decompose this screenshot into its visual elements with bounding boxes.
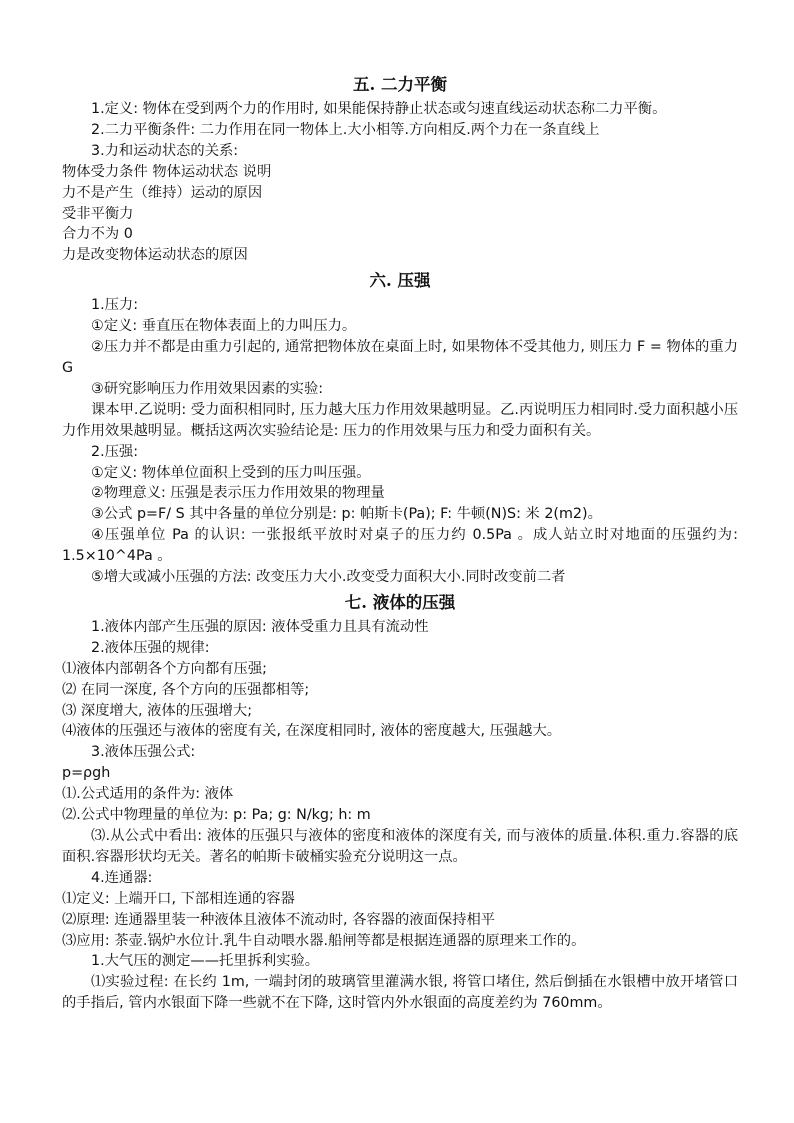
paragraph-line: ④压强单位 Pa 的认识: 一张报纸平放时对桌子的压力约 0.5Pa 。成人站立时对地面的压强约为: 1.5×10^4Pa 。 <box>62 527 743 565</box>
paragraph-line: ⑶ 深度增大, 液体的压强增大; <box>62 702 253 719</box>
paragraph-line: ⑴定义: 上端开口, 下部相连通的容器 <box>62 890 295 907</box>
paragraph-line: 4.连通器: <box>91 869 153 886</box>
paragraph-line: 受非平衡力 <box>62 205 134 222</box>
paragraph-line: ①定义: 垂直压在物体表面上的力叫压力。 <box>91 318 357 335</box>
paragraph-line: ②压力并不都是由重力引起的, 通常把物体放在桌面上时, 如果物体不受其他力, 则压力 F = 物体的重力 G <box>62 339 743 376</box>
section-heading: 七. 液体的压强 <box>344 592 456 612</box>
paragraph-line: ③研究影响压力作用效果因素的实验: <box>91 380 324 397</box>
section-heading: 五. 二力平衡 <box>353 75 447 94</box>
paragraph-line: p=ρgh <box>62 765 111 782</box>
paragraph-line: ⑷液体的压强还与液体的密度有关, 在深度相同时, 液体的密度越大, 压强越大。 <box>62 723 562 740</box>
paragraph-line: 合力不为 0 <box>62 226 133 243</box>
document-body <box>62 70 743 1014</box>
paragraph-line: 课本甲.乙说明: 受力面积相同时, 压力越大压力作用效果越明显。乙.丙说明压力相同时.受力面积越小压力作用效果越明显。概括这两次实验结论是: 压力的作用效果与压力和受力面积有关。 <box>62 401 738 439</box>
paragraph-line: ⑤增大或减小压强的方法: 改变压力大小.改变受力面积大小.同时改变前二者 <box>91 569 566 586</box>
paragraph-line: 3.力和运动状态的关系: <box>91 142 239 159</box>
paragraph-line: ⑴实验过程: 在长约 1m, 一端封闭的玻璃管里灌满水银, 将管口堵住, 然后倒插在水银槽中放开堵管口的手指后, 管内水银面下降一些就不在下降, 这时管内外水银面的高度差约为 760mm。 <box>62 974 738 1012</box>
paragraph-line: 3.液体压强公式: <box>91 744 196 761</box>
paragraph-line: 2.压强: <box>91 443 139 460</box>
paragraph-line: ⑵ 在同一深度, 各个方向的压强都相等; <box>62 681 310 698</box>
paragraph-line: ③公式 p=F/ S 其中各量的单位分别是: p: 帕斯卡(Pa); F: 牛顿(N)S: 米 2(m2)。 <box>91 506 602 523</box>
paragraph-line: 1.液体内部产生压强的原因: 液体受重力且具有流动性 <box>91 618 429 635</box>
paragraph-line: 力是改变物体运动状态的原因 <box>62 247 248 264</box>
paragraph-line: 2.液体压强的规律: <box>91 639 210 656</box>
paragraph-line: 1.压力: <box>91 297 139 314</box>
paragraph-line: 物体受力条件 物体运动状态 说明 <box>62 163 272 180</box>
paragraph-line: ⑶.从公式中看出: 液体的压强只与液体的密度和液体的深度有关, 而与液体的质量.体积.重力.容器的底面积.容器形状均无关。著名的帕斯卡破桶实验充分说明这一点。 <box>62 828 738 865</box>
paragraph-line: ⑶应用: 茶壶.锅炉水位计.乳牛自动喂水器.船闸等都是根据连通器的原理来工作的。 <box>62 932 586 949</box>
section-heading: 六. 压强 <box>369 271 431 291</box>
paragraph-line: ①定义: 物体单位面积上受到的压力叫压强。 <box>91 464 371 481</box>
paragraph-line: ②物理意义: 压强是表示压力作用效果的物理量 <box>91 485 385 502</box>
paragraph-line: ⑵.公式中物理量的单位为: p: Pa; g: N/kg; h: m <box>62 807 371 824</box>
paragraph-line: ⑵原理: 连通器里装一种液体且液体不流动时, 各容器的液面保持相平 <box>62 911 496 928</box>
paragraph-line: 力不是产生（维持）运动的原因 <box>62 184 263 201</box>
paragraph-line: ⑴.公式适用的条件为: 液体 <box>62 786 234 803</box>
paragraph-line: 2.二力平衡条件: 二力作用在同一物体上.大小相等.方向相反.两个力在一条直线上 <box>91 121 600 138</box>
paragraph-line: 1.定义: 物体在受到两个力的作用时, 如果能保持静止状态或匀速直线运动状态称二力平衡。 <box>91 101 667 117</box>
paragraph-line: ⑴液体内部朝各个方向都有压强; <box>62 660 267 677</box>
paragraph-line: 1.大气压的测定——托里拆利实验。 <box>91 953 320 970</box>
